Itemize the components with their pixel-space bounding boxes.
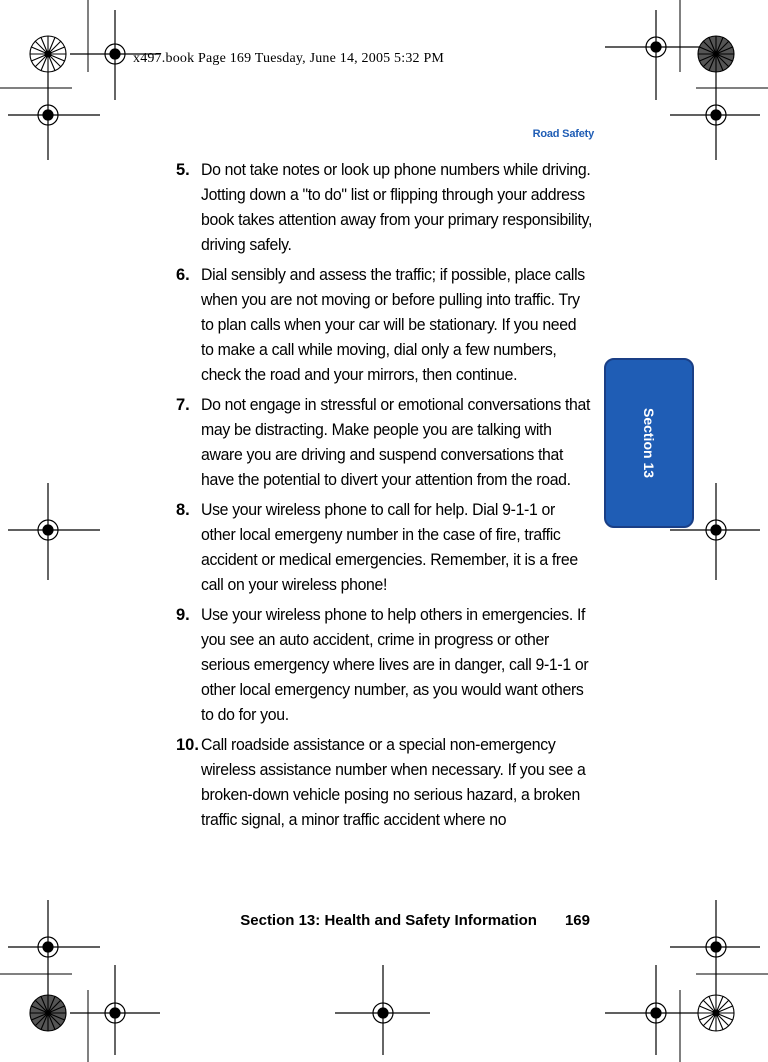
list-item-number: 8.	[176, 501, 190, 519]
list-item-text: Do not engage in stressful or emotional conversations that may be distracting. Make people you are talking with aware you are driving and suspend conversations that have the potential to divert your attention from the road.	[201, 396, 591, 489]
list-item-text: Dial sensibly and assess the traffic; if possible, place calls when you are not moving or before pulling into traffic. Try to plan calls when your car will be stationary. If you need to make a call while moving, dial only a few numbers, check the road and your mirrors, then continue.	[201, 266, 585, 384]
list-item-number: 5.	[176, 161, 190, 179]
list-item-text: Call roadside assistance or a special non-emergency wireless assistance number when necessary. If you see a broken-down vehicle posing no serious hazard, a broken traffic signal, a minor traffic accident where no	[201, 736, 586, 829]
starburst-top-left	[30, 36, 66, 72]
list-item-number: 6.	[176, 266, 190, 284]
list-item	[176, 263, 596, 388]
section-tab-label: Section 13	[641, 407, 657, 479]
list-item	[176, 158, 596, 258]
starburst-bottom-right	[698, 995, 734, 1031]
registration-target-right-lower	[670, 900, 760, 995]
page-footer	[240, 912, 590, 929]
list-item-number: 9.	[176, 606, 190, 624]
registration-target-bottom-right	[605, 965, 700, 1055]
numbered-list	[176, 158, 596, 838]
list-item-text: Use your wireless phone to call for help. Dial 9-1-1 or other local emergeny number in the case of fire, traffic accident or medical emergencies. Remember, it is a free call on your wireless phone!	[201, 501, 578, 594]
registration-target-bottom-left	[70, 965, 160, 1055]
registration-target-right-upper	[670, 70, 760, 160]
starburst-bottom-left	[30, 995, 66, 1031]
book-slug-header: x497.book Page 169 Tuesday, June 14, 2005 5:32 PM	[133, 51, 445, 66]
footer-section-title: Section 13: Health and Safety Information	[240, 912, 537, 929]
list-item	[176, 393, 596, 493]
list-item-text: Use your wireless phone to help others in emergencies. If you see an auto accident, crime in progress or other serious emergency where lives are in danger, call 9-1-1 or other local emergency number, as you would want others to do for you.	[201, 606, 589, 724]
registration-target-top-right	[605, 10, 700, 100]
list-item-number: 7.	[176, 396, 190, 414]
registration-target-left-upper	[8, 70, 100, 160]
registration-target-bottom-center	[335, 965, 430, 1055]
registration-target-left-lower	[8, 900, 100, 995]
list-item-text: Do not take notes or look up phone numbers while driving. Jotting down a "to do" list or flipping through your address book takes attention away from your primary responsibility, driving safely.	[201, 161, 593, 254]
list-item	[176, 498, 596, 598]
list-item	[176, 733, 596, 833]
running-head: Road Safety	[532, 128, 594, 140]
list-item	[176, 603, 596, 728]
registration-target-left-middle	[8, 483, 100, 580]
list-item-number: 10.	[176, 736, 199, 754]
page-number: 169	[564, 912, 590, 929]
starburst-top-right	[698, 36, 734, 72]
